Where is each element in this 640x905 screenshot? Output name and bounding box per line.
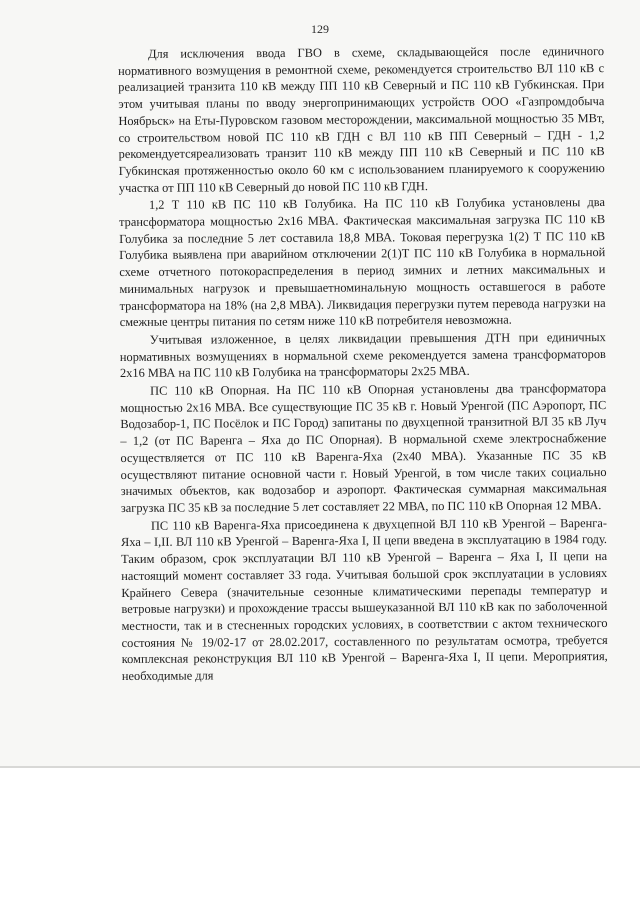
paragraph-golubika-transformers: 1,2 Т 110 кВ ПС 110 кВ Голубика. На ПС 110 кВ Голубика установлены два трансформатора мощностью 2х16 МВА. Фактическая максимальная загрузка ПС 110 кВ Голубика за последние 5 лет составила 18,8 МВА. Токовая перегрузка 1(2) Т ПС 110 кВ Голубика выявлена при аварийном отключении 2(1)Т ПС 110 кВ Голубика в нормальной схеме отчетного потокораспределения в период зимних и летних максимальных и минимальных нагрузок и превышаетноминальную мощность оставшегося в работе трансформатора на 18% (на 2,8 МВА). Ликвидация перегрузки путем перевода нагрузки на смежные центры питания по сетям ниже 110 кВ потребителя невозможна. (119, 195, 606, 330)
paragraph-transit-recommendation: Для исключения ввода ГВО в схеме, складывающейся после единичного нормативного возмущения в ремонтной схеме, рекомендуется строительство ВЛ 110 кВ с реализацией транзита 110 кВ между ПП 110 кВ Северный и ПС 110 кВ Губкинская. При этом учитывая планы по вводу энергопринимающих устройств ООО «Газпромдобыча Ноябрьск» на Еты-Пуровском газовом месторождении, максимальной мощностью 35 МВт, со строительством новой ПС 110 кВ ГДН с ВЛ 110 кВ ПП Северный – ГДН - 1,2 рекомендуетсяреализовать транзит 110 кВ между ПП 110 кВ Северный и ПС 110 кВ Губкинская протяженностью около 60 км с использованием планируемого к сооружению участка от ПП 110 кВ Северный до новой ПС 110 кВ ГДН. (118, 44, 605, 195)
paragraph-golubika-replacement: Учитывая изложенное, в целях ликвидации превышения ДТН при единичных нормативных возмущениях в нормальной схеме рекомендуется замена трансформаторов 2х16 МВА на ПС 110 кВ Голубика на трансформаторы 2х25 МВА. (119, 329, 606, 381)
body-text (118, 43, 608, 685)
paragraph-varenga-yakha-line: ПС 110 кВ Варенга-Яха присоединена к двухцепной ВЛ 110 кВ Уренгой – Варенга-Яха – I,II. ВЛ 110 кВ Уренгой – Варенга-Яха I, II цепи введена в эксплуатацию в 1984 году. Таким образом, срок эксплуатации ВЛ 110 кВ Уренгой – Варенга – Яха I, II цепи на настоящий момент составляет 33 года. Учитывая большой срок эксплуатации в условиях Крайнего Севера (значительные сезонные климатическими перепады температур и ветровые нагрузки) и прохождение трассы вышеуказанной ВЛ 110 кВ как по заболоченной местности, так и в стесненных городских условиях, в соответствии с актом технического состояния № 19/02-17 от 28.02.2017, составленного по результатам осмотра, требуется комплексная реконструкция ВЛ 110 кВ Уренгой – Варенга-Яха I, II цепи. Мероприятия, необходимые для (120, 515, 608, 684)
page-number: 129 (311, 22, 329, 36)
paragraph-opornaya-substation: ПС 110 кВ Опорная. На ПС 110 кВ Опорная установлены два трансформатора мощностью 2х16 МВА. Все существующие ПС 35 кВ г. Новый Уренгой (ПС Аэропорт, ПС Водозабор-1, ПС Посёлок и ПС Город) запитаны по двухцепной транзитной ВЛ 35 кВ Луч – 1,2 (от ПС Варенга – Яха до ПС Опорная). В нормальной схеме электроснабжение осуществляется от ПС 110 кВ Варенга-Яха (2х40 МВА). Указанные ПС 35 кВ осуществляют питание основной части г. Новый Уренгой, в том числе таких социально значимых объектов, как водозабор и аэропорт. Фактическая суммарная максимальная загрузка ПС 35 кВ за последние 5 лет составляет 22 МВА, по ПС 110 кВ Опорная 12 МВА. (120, 381, 607, 515)
